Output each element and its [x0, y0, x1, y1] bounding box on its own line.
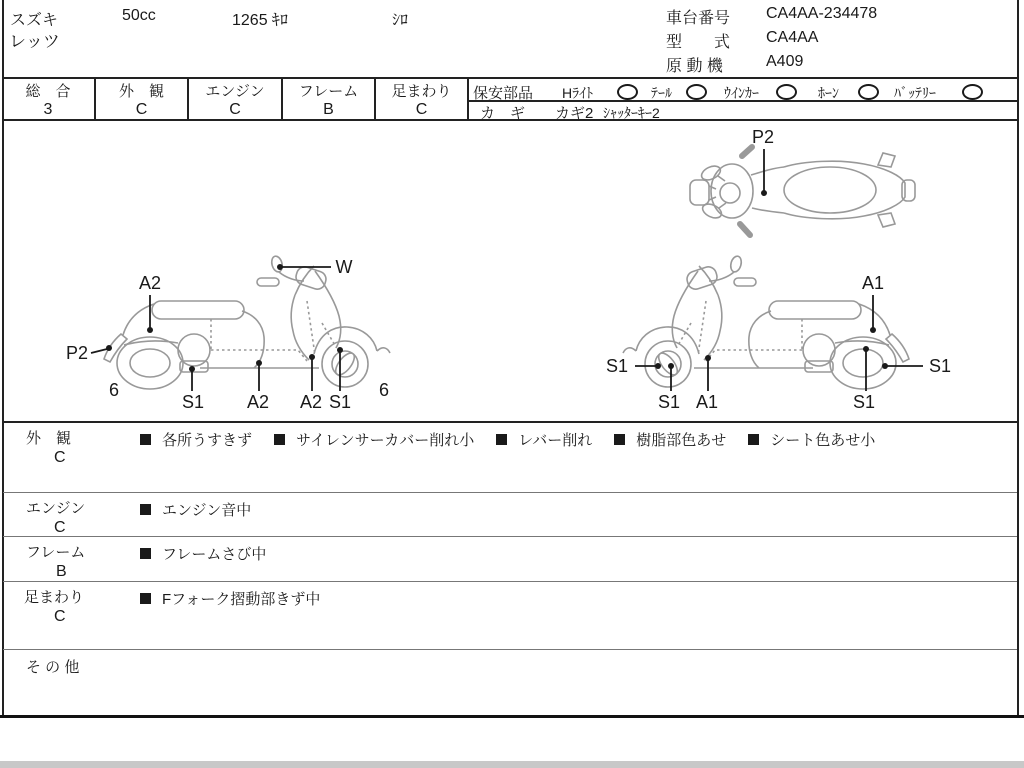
section-other-label: そ の 他 [26, 659, 80, 676]
note-text: サイレンサーカバー削れ小 [296, 432, 475, 449]
score-box-exterior [96, 79, 187, 119]
note-text: レバー削れ [518, 432, 593, 449]
score-box-undercarriage [376, 79, 467, 119]
note-text: 各所うすきず [162, 432, 253, 449]
note-item [140, 429, 252, 450]
score-label: 総 合 [25, 83, 71, 100]
diagram-label-w-mirror: W [335, 257, 353, 277]
diagram-label-p2-topview: P2 [751, 127, 775, 147]
section-exterior-label: 外 観 [26, 430, 72, 447]
diagram-label-s1-fork: S1 [328, 392, 352, 412]
winker-ok-circle [776, 84, 797, 100]
diagram-label-s1-rear-hub: S1 [852, 392, 876, 412]
keys-label: カ ギ [480, 105, 526, 122]
bullet-square-icon [274, 434, 285, 445]
bullet-square-icon [748, 434, 759, 445]
tail-ok-circle [686, 84, 707, 100]
note-text: Fフォーク摺動部きず中 [162, 591, 321, 608]
section-undercarriage-notes [140, 588, 320, 609]
section-frame-label: フレーム [26, 544, 86, 561]
note-item [140, 588, 320, 609]
score-value: B [323, 101, 334, 118]
diagram-label-s1-engine: S1 [181, 392, 205, 412]
bullet-square-icon [614, 434, 625, 445]
model-code-value: CA4AA [766, 29, 819, 46]
chassis-number-label: 車台番号 [666, 10, 731, 27]
diagram-label-s1-wheel-side: S1 [605, 356, 629, 376]
safety-parts-title: 保安部品 [473, 85, 534, 102]
diagram-label-s1-rear-side: S1 [928, 356, 952, 376]
diagram-label-a1-shield: A1 [695, 392, 719, 412]
section-engine-notes [140, 499, 251, 520]
score-box-overall [2, 79, 94, 119]
maker-name: スズキ [10, 12, 59, 29]
bullet-square-icon [140, 434, 151, 445]
engine-code-label: 原 動 機 [666, 58, 723, 75]
condition-diagram [4, 123, 1018, 421]
bullet-square-icon [140, 593, 151, 604]
section-divider-1 [3, 492, 1017, 493]
section-divider-3 [3, 581, 1017, 582]
section-frame-grade: B [56, 563, 67, 580]
diagram-label-s1-wheel-hub: S1 [657, 392, 681, 412]
chassis-number-value: CA4AA-234478 [766, 5, 878, 22]
headlight-ok-circle [617, 84, 638, 100]
note-text: エンジン音中 [162, 502, 252, 519]
note-item [140, 543, 266, 564]
score-label: 外 観 [118, 83, 164, 100]
note-item [496, 429, 592, 450]
engine-code-value: A409 [766, 53, 804, 70]
safety-parts-row [467, 79, 1017, 101]
diagram-label-size-front: 6 [378, 380, 390, 400]
score-box-engine [189, 79, 281, 119]
section-exterior-notes [140, 429, 875, 450]
scooter-top-view-art [690, 147, 915, 235]
safety-item-tail-label: ﾃｰﾙ [651, 85, 672, 101]
score-value: 3 [43, 101, 53, 118]
note-item [274, 429, 474, 450]
score-label: 足まわり [391, 83, 452, 100]
diagram-label-size-rear: 6 [108, 380, 120, 400]
diagram-bottom-line [2, 421, 1019, 423]
safety-item-horn-label: ﾎｰﾝ [818, 85, 839, 101]
diagram-label-a2-shield: A2 [299, 392, 323, 412]
model-name: レッツ [9, 32, 60, 51]
bullet-square-icon [140, 548, 151, 559]
body-color: ｼﾛ [392, 12, 409, 29]
score-value: C [415, 101, 428, 118]
section-frame-notes [140, 543, 266, 564]
keys-row [467, 102, 1017, 120]
note-text: 樹脂部色あせ [636, 432, 727, 449]
safety-item-battery-label: ﾊﾞｯﾃﾘｰ [894, 85, 936, 101]
section-engine-grade: C [54, 519, 66, 536]
diagram-label-a2-top: A2 [138, 273, 162, 293]
score-value: C [229, 101, 241, 118]
displacement: 50cc [122, 7, 156, 24]
section-undercarriage-grade: C [54, 608, 66, 625]
sheet-bottom-line [0, 715, 1024, 718]
battery-ok-circle [962, 84, 983, 100]
section-exterior-grade: C [54, 449, 66, 466]
model-code-label: 型 式 [666, 34, 731, 51]
horn-ok-circle [858, 84, 879, 100]
note-text: シート色あせ小 [770, 432, 876, 449]
note-text: フレームさび中 [162, 546, 267, 563]
keys-value-2: ｼｬｯﾀｰｷｰ2 [603, 105, 660, 121]
diagram-label-p2-tail: P2 [65, 343, 89, 363]
score-label: エンジン [205, 83, 265, 100]
note-item [140, 499, 251, 520]
section-divider-2 [3, 536, 1017, 537]
safety-item-winker-label: ｳｲﾝｶｰ [724, 85, 759, 101]
diagram-label-a1-top: A1 [861, 273, 885, 293]
scan-edge [0, 761, 1024, 768]
score-value: C [135, 101, 148, 118]
bullet-square-icon [140, 504, 151, 515]
score-box-frame [283, 79, 374, 119]
section-engine-label: エンジン [26, 500, 86, 517]
note-item [614, 429, 726, 450]
score-label: フレーム [298, 83, 359, 100]
section-undercarriage-label: 足まわり [24, 589, 85, 606]
note-item [748, 429, 875, 450]
mileage: 1265 ｷﾛ [232, 12, 289, 29]
diagram-label-a2-floor: A2 [246, 392, 270, 412]
section-divider-4 [3, 649, 1017, 650]
bullet-square-icon [496, 434, 507, 445]
safety-item-headlight-label: Hﾗｲﾄ [562, 85, 594, 101]
keys-value-1: カギ2 [555, 105, 594, 122]
